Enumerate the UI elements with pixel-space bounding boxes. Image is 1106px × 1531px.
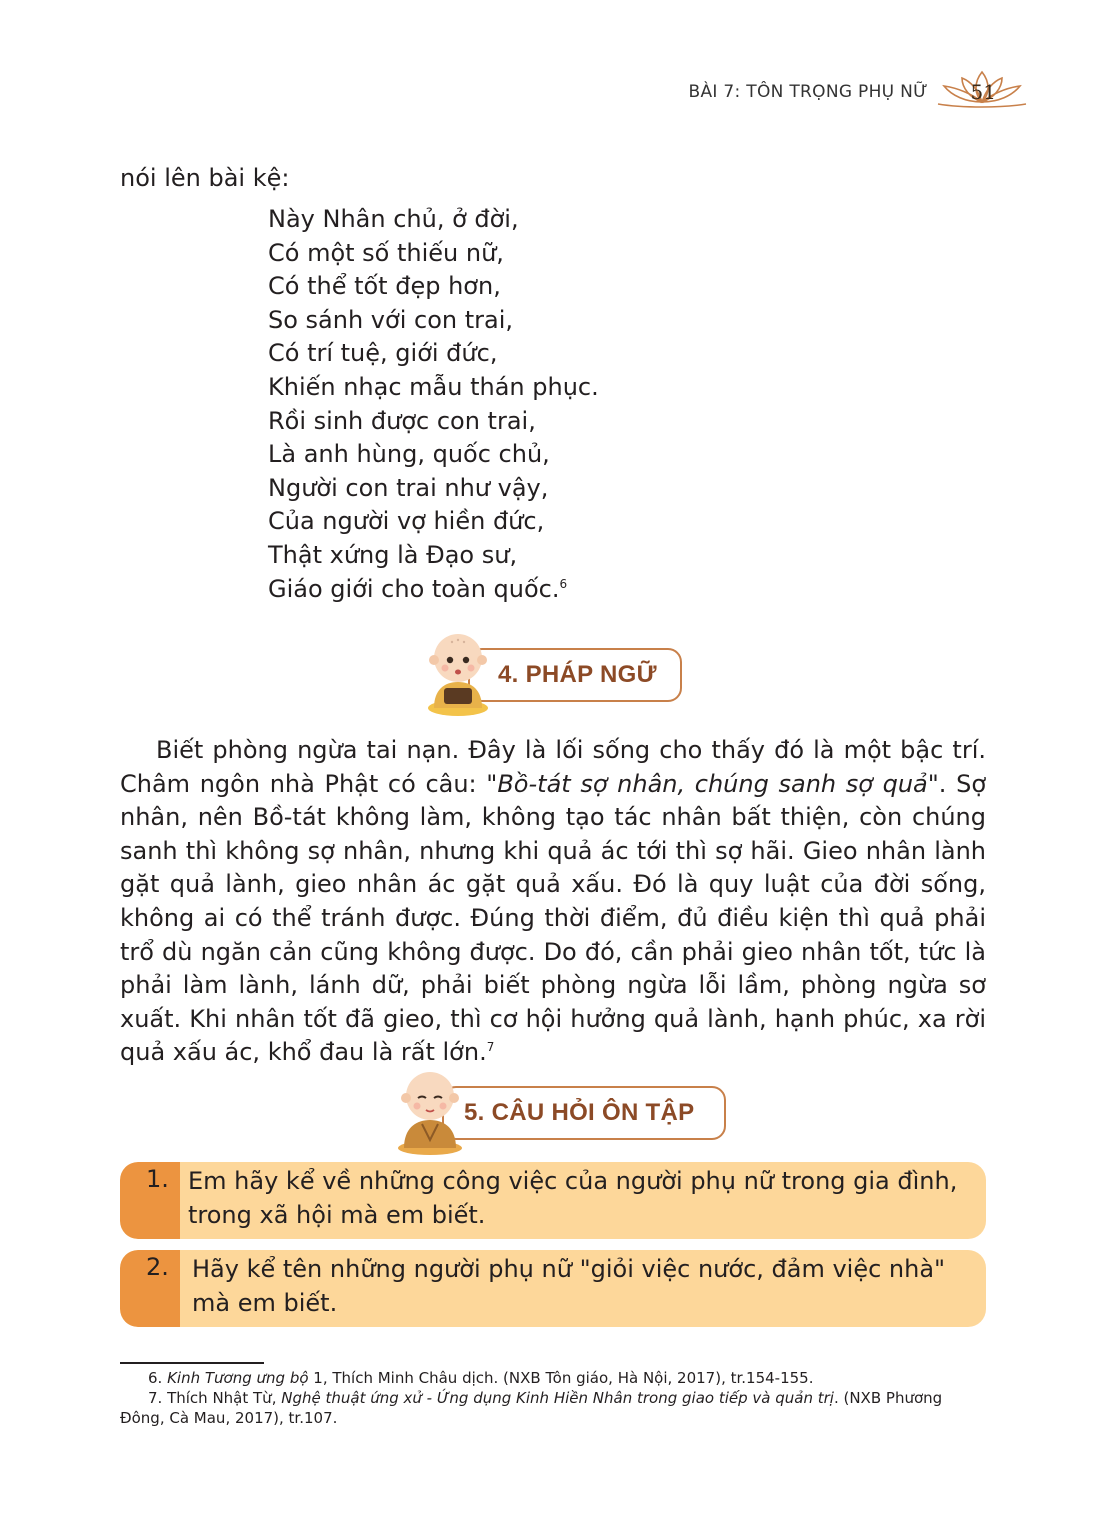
verse-line: Của người vợ hiền đức, <box>268 507 545 536</box>
paragraph-part: Biết phòng ngừa tai nạn. Đây là lối sống cho thấy đó là một bậc trí. Châm ngôn nhà Phật có câu: " <box>120 736 986 798</box>
verse-block <box>268 203 599 606</box>
verse-line: Có trí tuệ, giới đức, <box>268 339 498 368</box>
verse-line: Khiến nhạc mẫu thán phục. <box>268 372 599 401</box>
footnote-author: Thích Nhật Từ, <box>167 1389 282 1407</box>
paragraph-part: ". Sợ nhân, nên Bồ-tát không làm, không tạo tác nhân bất thiện, còn chúng sanh thì không sợ nhân, nhưng khi quả ác tới thì sợ hãi. Gieo nhân lành gặt quả lành, gieo nhân ác gặt quả xấu. Đó là quy luật của đời sống, không ai có thể tránh được. Đúng thời điểm, đủ điều kiện thì quả phải trổ dù ngăn cản cũng không được. Do đó, cần phải gieo nhân tốt, tức là phải làm lành, lánh dữ, phải biết phòng ngừa lỗi lầm, phòng ngừa sơ xuất. Khi nhân tốt đã gieo, thì cơ hội hưởng quả lành, hạnh phúc, xa rời quả xấu ác, khổ đau là rất lớn. <box>120 769 986 1067</box>
heading-text: 5. CÂU HỎI ÔN TẬP <box>464 1099 695 1126</box>
buddhist-proverb: Bồ-tát sợ nhân, chúng sanh sợ quả <box>497 769 928 798</box>
question-card <box>120 1162 986 1239</box>
footnote-title: Nghệ thuật ứng xử - Ứng dụng Kinh Hiền Nhân trong giao tiếp và quản trị <box>281 1389 834 1407</box>
verse-line: Người con trai như vậy, <box>268 473 549 502</box>
page-header <box>612 78 1032 118</box>
verse-line: Rồi sinh được con trai, <box>268 406 536 435</box>
footnote-text: . (NXB Phương Đông, Cà Mau, 2017), tr.107. <box>120 1389 943 1427</box>
paragraph-text <box>120 734 986 1070</box>
heading-box <box>468 648 682 702</box>
section-heading-review-questions <box>386 1066 726 1156</box>
question-number: 2. <box>146 1253 169 1281</box>
verse-line: Này Nhân chủ, ở đời, <box>268 205 519 233</box>
monk-sitting-icon <box>392 1066 468 1156</box>
footnote-divider <box>120 1362 264 1364</box>
footnote-number: 7. <box>148 1389 168 1407</box>
phap-ngu-paragraph <box>120 734 986 1070</box>
heading-text: 4. PHÁP NGỮ <box>498 661 657 688</box>
footnote-ref: 7 <box>486 1040 495 1055</box>
verse-line <box>268 573 599 607</box>
monk-reading-icon <box>420 628 496 718</box>
question-text: Em hãy kể về những công việc của người phụ nữ trong gia đình, trong xã hội mà em biết. <box>188 1167 958 1229</box>
footnote-text: 1, Thích Minh Châu dịch. (NXB Tôn giáo, Hà Nội, 2017), tr.154-155. <box>308 1369 814 1387</box>
footnote-number: 6. <box>148 1369 168 1387</box>
verse-line: Có một số thiếu nữ, <box>268 238 504 267</box>
page-number: 51 <box>970 80 996 104</box>
footnote-6 <box>120 1368 990 1388</box>
question-text: Hãy kể tên những người phụ nữ "giỏi việc nước, đảm việc nhà" mà em biết. <box>192 1255 946 1317</box>
verse-line-text: Giáo giới cho toàn quốc. <box>268 574 560 603</box>
verse-line: Là anh hùng, quốc chủ, <box>268 440 550 469</box>
question-card <box>120 1250 986 1327</box>
footnotes <box>120 1368 990 1428</box>
question-number: 1. <box>146 1165 169 1193</box>
verse-line: So sánh với con trai, <box>268 305 513 334</box>
footnote-7 <box>120 1388 990 1428</box>
heading-box <box>442 1086 726 1140</box>
footnote-title: Kinh Tương ưng bộ <box>167 1369 309 1387</box>
footnote-ref: 6 <box>559 576 568 591</box>
verse-line: Có thể tốt đẹp hơn, <box>268 272 501 301</box>
lesson-title: BÀI 7: TÔN TRỌNG PHỤ NỮ <box>688 82 928 102</box>
intro-line: nói lên bài kệ: <box>120 164 290 192</box>
section-heading-phap-ngu <box>412 628 682 718</box>
verse-line: Thật xứng là Đạo sư, <box>268 540 518 569</box>
